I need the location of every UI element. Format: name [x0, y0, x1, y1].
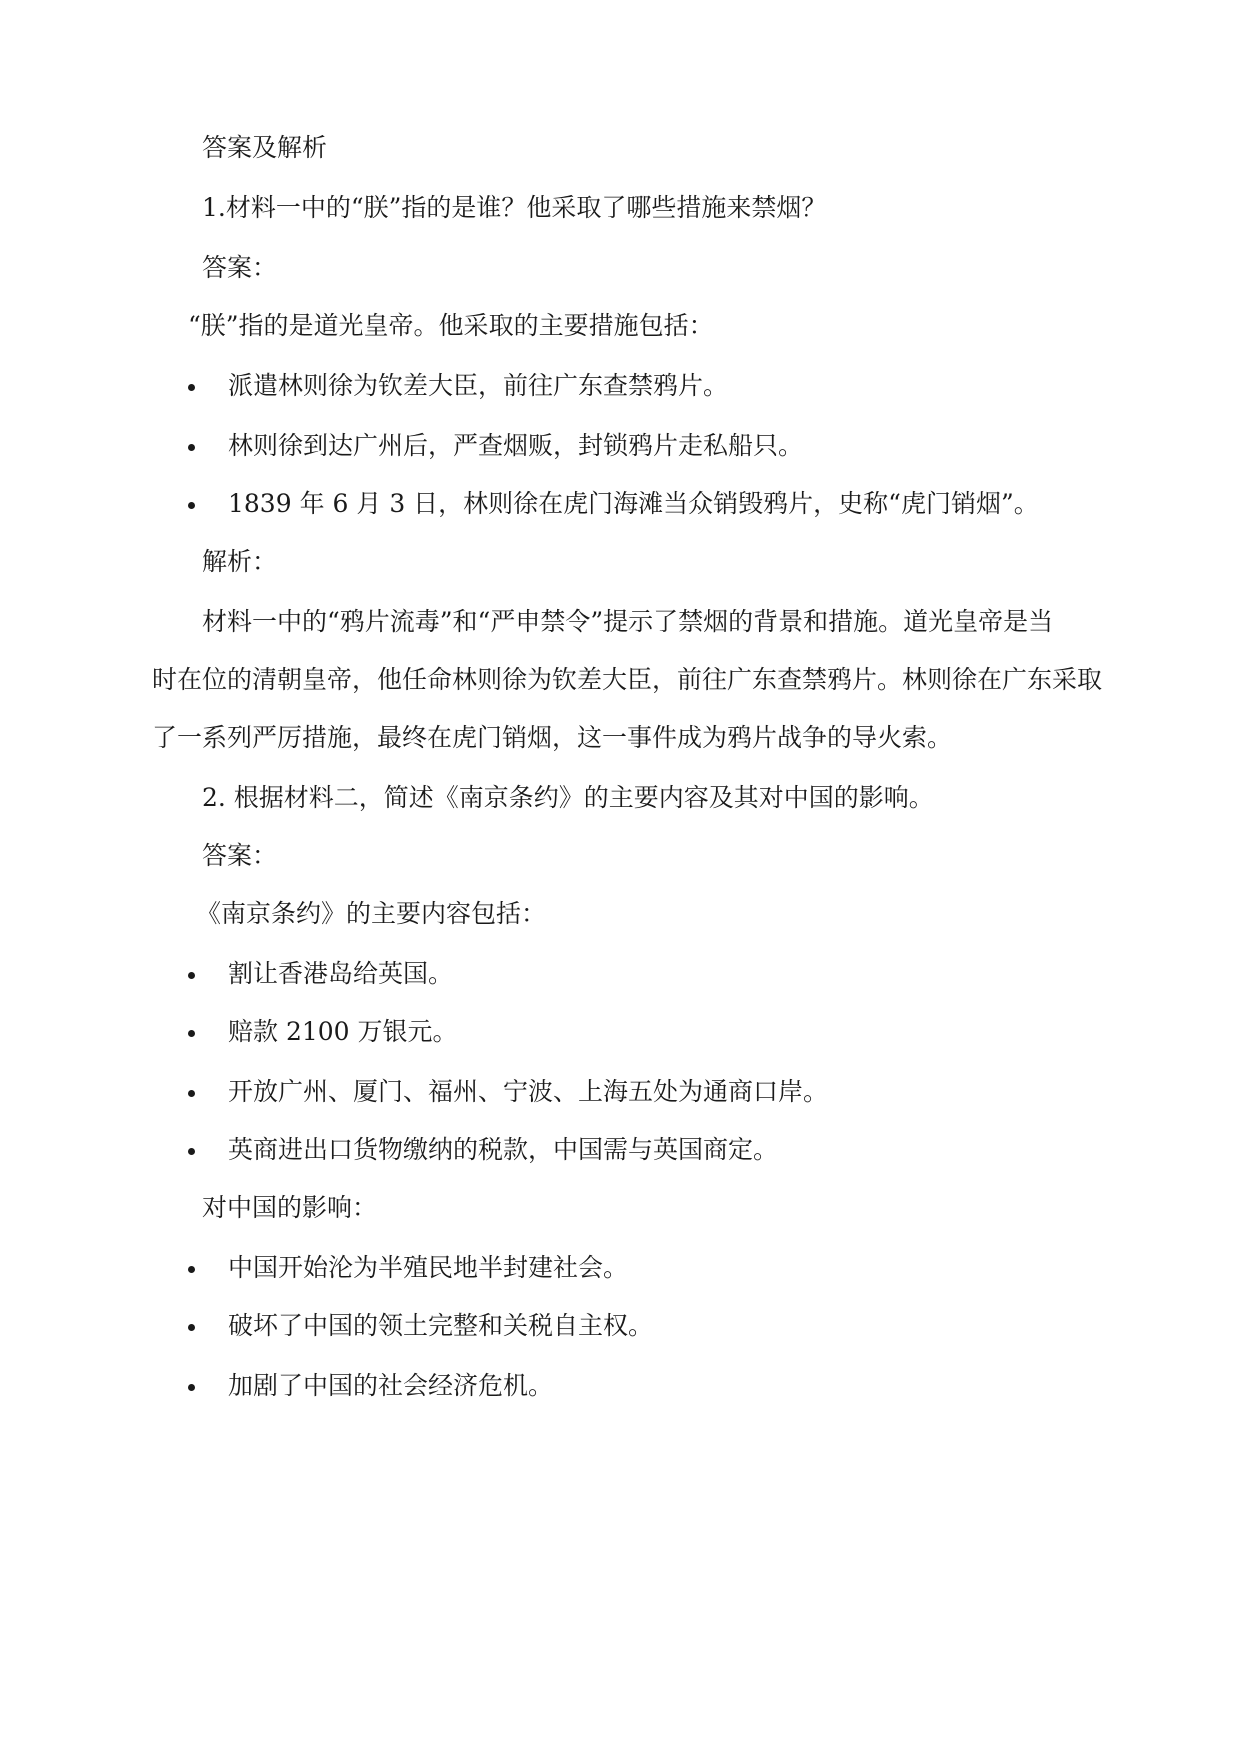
q1-question: 1.材料一中的“朕”指的是谁？他采取了哪些措施来禁烟？	[202, 193, 827, 222]
q1-bullet: 林则徐到达广州后，严查烟贩，封锁鸦片走私船只。	[228, 431, 804, 460]
bullet-icon	[188, 502, 195, 509]
bullet-icon	[188, 1090, 195, 1097]
q2-impact-bullet: 破坏了中国的领土完整和关税自主权。	[228, 1311, 654, 1340]
q2-content-bullet: 英商进出口货物缴纳的税款，中国需与英国商定。	[228, 1135, 779, 1164]
q2-content-bullet: 赔款 2100 万银元。	[228, 1017, 458, 1046]
q2-question: 2. 根据材料二，简述《南京条约》的主要内容及其对中国的影响。	[202, 783, 934, 812]
q1-bullet: 1839 年 6 月 3 日，林则徐在虎门海滩当众销毁鸦片，史称“虎门销烟”。	[228, 489, 1039, 518]
bullet-icon	[188, 444, 195, 451]
q1-analysis-line: 了一系列严厉措施，最终在虎门销烟，这一事件成为鸦片战争的导火索。	[152, 723, 953, 752]
bullet-icon	[188, 1324, 195, 1331]
q2-answer-label: 答案：	[202, 841, 278, 870]
q1-answer-label: 答案：	[202, 253, 278, 282]
q2-content-bullet: 开放广州、厦门、福州、宁波、上海五处为通商口岸。	[228, 1077, 829, 1106]
bullet-icon	[188, 384, 195, 391]
q1-analysis-line: 时在位的清朝皇帝，他任命林则徐为钦差大臣，前往广东查禁鸦片。林则徐在广东采取	[152, 665, 1103, 694]
q2-impact-bullet: 加剧了中国的社会经济危机。	[228, 1371, 554, 1400]
q2-impact-intro: 对中国的影响：	[202, 1193, 378, 1222]
q1-bullet: 派遣林则徐为钦差大臣，前往广东查禁鸦片。	[228, 371, 729, 400]
bullet-icon	[188, 1384, 195, 1391]
q2-content-bullet: 割让香港岛给英国。	[228, 959, 454, 988]
bullet-icon	[188, 1030, 195, 1037]
heading: 答案及解析	[202, 133, 328, 162]
bullet-icon	[188, 972, 195, 979]
q2-content-intro: 《南京条约》的主要内容包括：	[196, 899, 547, 928]
bullet-icon	[188, 1266, 195, 1273]
bullet-icon	[188, 1148, 195, 1155]
q2-impact-bullet: 中国开始沦为半殖民地半封建社会。	[228, 1253, 629, 1282]
q1-analysis-line: 材料一中的“鸦片流毒”和“严申禁令”提示了禁烟的背景和措施。道光皇帝是当	[202, 607, 1054, 636]
q1-analysis-label: 解析：	[202, 547, 278, 576]
q1-answer-intro: “朕”指的是道光皇帝。他采取的主要措施包括：	[188, 311, 714, 340]
